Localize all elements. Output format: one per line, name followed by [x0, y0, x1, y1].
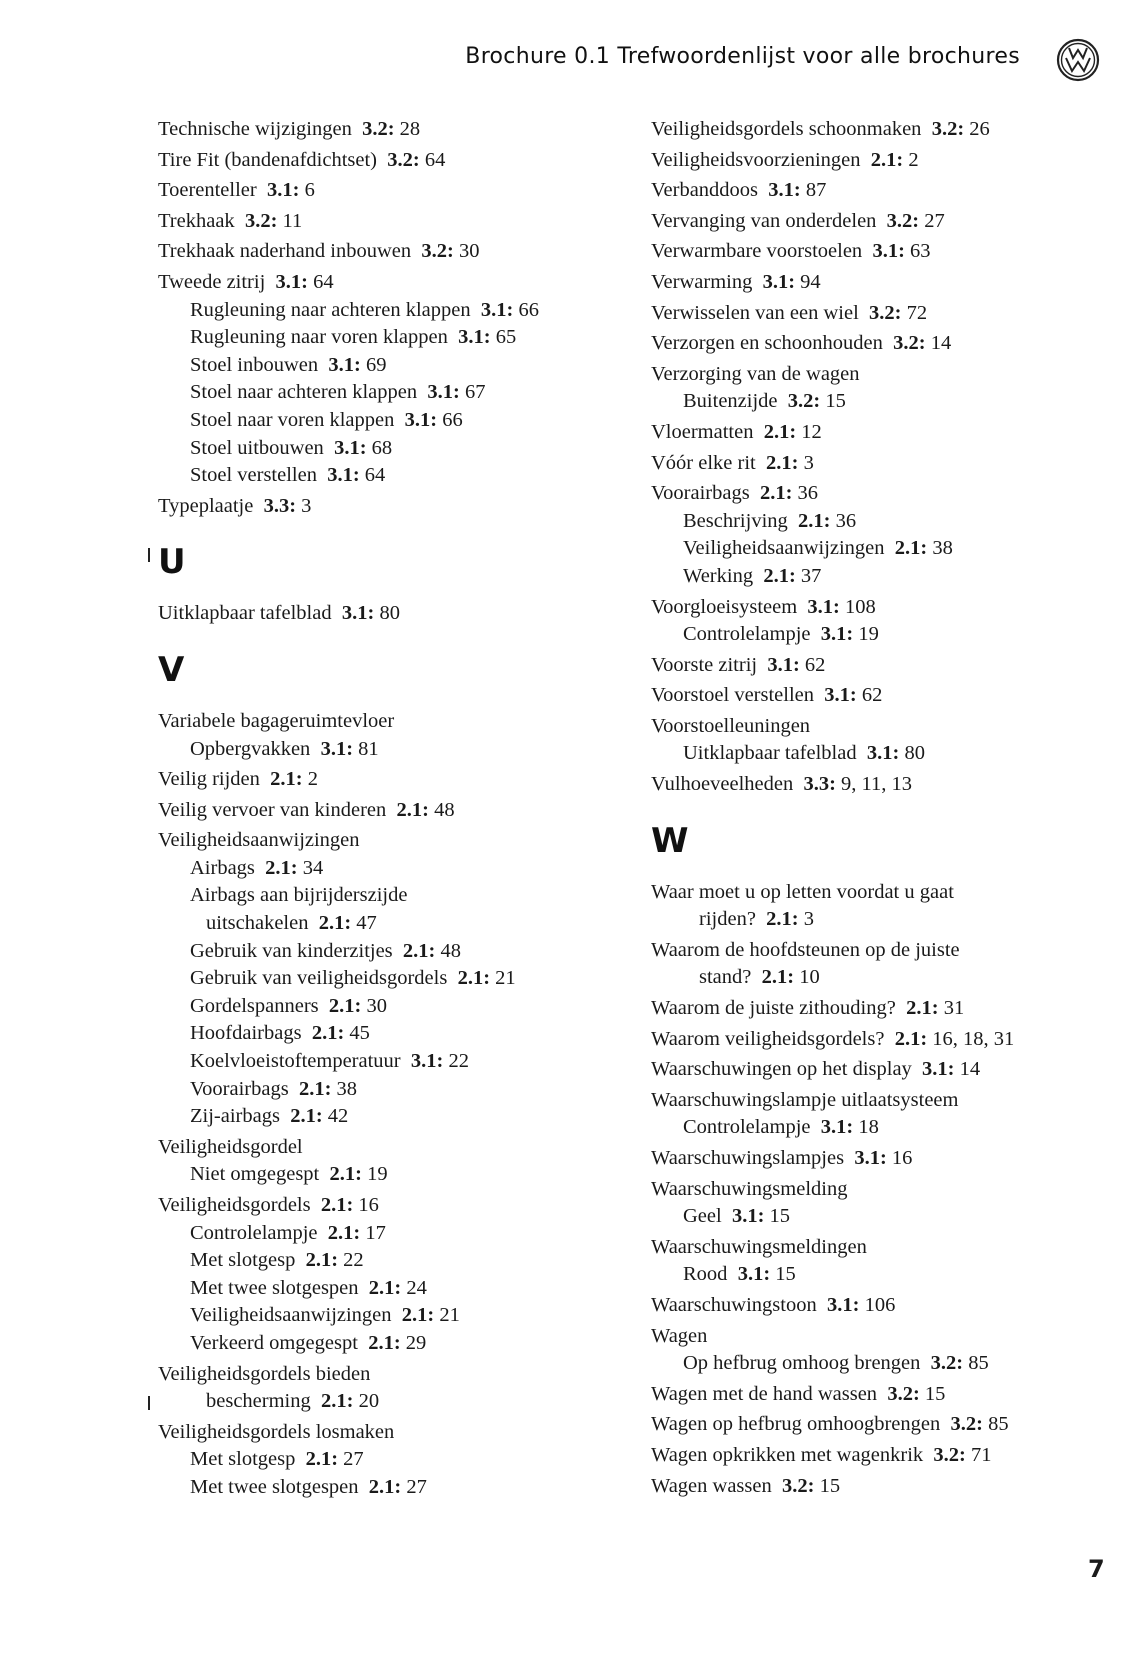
index-subentry: Niet omgegespt 2.1: 19 [190, 1163, 388, 1186]
index-entry: Verzorging van de wagen [651, 362, 860, 385]
index-entry: Wagen op hefbrug omhoogbrengen 3.2: 85 [651, 1413, 1009, 1436]
page-header-title: Brochure 0.1 Trefwoordenlijst voor alle brochures [465, 44, 1020, 69]
index-entry: Waarschuwingstoon 3.1: 106 [651, 1293, 896, 1316]
index-subentry: Verkeerd omgegespt 2.1: 29 [190, 1331, 427, 1354]
index-entry: Veiligheidsvoorzieningen 2.1: 2 [651, 148, 919, 171]
index-entry: Verzorgen en schoonhouden 3.2: 14 [651, 332, 952, 355]
index-subentry: Gordelspanners 2.1: 30 [190, 994, 387, 1017]
index-subentry: Geel 3.1: 15 [683, 1205, 791, 1228]
index-subentry: Stoel naar achteren klappen 3.1: 67 [190, 381, 486, 404]
index-entry: Waarschuwingslampje uitlaatsysteem [651, 1088, 959, 1111]
index-subentry: Stoel uitbouwen 3.1: 68 [190, 436, 393, 459]
section-letter-v: V [158, 649, 185, 690]
section-letter-w: W [651, 820, 689, 861]
index-entry: Tire Fit (bandenafdichtset) 3.2: 64 [158, 148, 446, 171]
index-entry: Veiligheidsaanwijzingen [158, 829, 360, 852]
index-subentry: Veiligheidsaanwijzingen 2.1: 38 [683, 537, 953, 560]
index-subentry: Airbags aan bijrijderszijde [190, 884, 408, 907]
index-subentry: Gebruik van kinderzitjes 2.1: 48 [190, 939, 461, 962]
index-subentry: rijden? 2.1: 3 [699, 908, 814, 931]
index-subentry: Voorairbags 2.1: 38 [190, 1077, 358, 1100]
index-entry: Waarschuwingsmelding [651, 1177, 848, 1200]
margin-tick [148, 1396, 150, 1410]
index-entry: Vóór elke rit 2.1: 3 [651, 451, 814, 474]
index-subentry: uitschakelen 2.1: 47 [206, 912, 377, 935]
index-column-right [651, 116, 1121, 1500]
margin-tick [148, 548, 150, 562]
section-letter-u: U [158, 542, 186, 583]
index-entry: Verwisselen van een wiel 3.2: 72 [651, 301, 928, 324]
index-subentry: Hoofdairbags 2.1: 45 [190, 1022, 370, 1045]
index-subentry: Veiligheidsaanwijzingen 2.1: 21 [190, 1304, 460, 1327]
index-entry: Verbanddoos 3.1: 87 [651, 179, 827, 202]
index-subentry: Uitklapbaar tafelblad 3.1: 80 [683, 742, 925, 765]
index-subentry: Rugleuning naar voren klappen 3.1: 65 [190, 326, 517, 349]
index-subentry: Met twee slotgespen 2.1: 27 [190, 1475, 427, 1498]
index-entry: Veiligheidsgordels schoonmaken 3.2: 26 [651, 118, 990, 140]
index-entry: Wagen [651, 1324, 708, 1347]
index-entry: Vervanging van onderdelen 3.2: 27 [651, 209, 945, 232]
index-entry: Trekhaak naderhand inbouwen 3.2: 30 [158, 240, 480, 263]
index-subentry: Buitenzijde 3.2: 15 [683, 390, 846, 413]
index-subentry: Stoel naar voren klappen 3.1: 66 [190, 408, 463, 431]
index-entry: Uitklapbaar tafelblad 3.1: 80 [158, 602, 400, 625]
index-subentry: Stoel verstellen 3.1: 64 [190, 464, 386, 487]
index-entry: Waarschuwingslampjes 3.1: 16 [651, 1147, 913, 1169]
index-entry: Vloermatten 2.1: 12 [651, 420, 822, 443]
index-entry: Veiligheidsgordels 2.1: 16 [158, 1194, 379, 1216]
index-subentry: Airbags 2.1: 34 [190, 856, 324, 879]
index-subentry: Beschrijving 2.1: 36 [683, 509, 857, 532]
index-entry: Wagen met de hand wassen 3.2: 15 [651, 1382, 946, 1405]
index-subentry: Rugleuning naar achteren klappen 3.1: 66 [190, 298, 539, 321]
index-entry: Wagen wassen 3.2: 15 [651, 1474, 841, 1497]
vw-logo-icon [1056, 38, 1100, 82]
index-entry: Verwarming 3.1: 94 [651, 270, 821, 293]
index-column-left [158, 116, 628, 1502]
index-entry: Veiligheidsgordel [158, 1135, 303, 1158]
index-entry: Voorairbags 2.1: 36 [651, 482, 819, 505]
index-entry: Variabele bagageruimtevloer [158, 709, 395, 732]
index-entry: Veiligheidsgordels bieden [158, 1362, 371, 1385]
index-entry: Voorstoel verstellen 3.1: 62 [651, 684, 883, 707]
index-entry: Waarom de juiste zithouding? 2.1: 31 [651, 997, 965, 1020]
index-entry: Vulhoeveelheden 3.3: 9, 11, 13 [651, 773, 913, 796]
index-entry: Waarom de hoofdsteunen op de juiste [651, 938, 960, 961]
index-entry: Verwarmbare voorstoelen 3.1: 63 [651, 240, 931, 263]
index-entry: Waar moet u op letten voordat u gaat [651, 880, 954, 903]
index-subentry: Controlelampje 3.1: 19 [683, 623, 879, 646]
index-entry: Typeplaatje 3.3: 3 [158, 494, 312, 517]
index-entry: Toerenteller 3.1: 6 [158, 179, 315, 202]
index-entry: Veiligheidsgordels losmaken [158, 1420, 395, 1443]
index-subentry: Met slotgesp 2.1: 22 [190, 1249, 364, 1272]
index-entry: Waarom veiligheidsgordels? 2.1: 16, 18, 31 [651, 1027, 1015, 1050]
index-subentry: Met slotgesp 2.1: 27 [190, 1448, 364, 1471]
index-subentry: Stoel inbouwen 3.1: 69 [190, 353, 387, 376]
index-entry: Veilig rijden 2.1: 2 [158, 768, 318, 791]
index-entry: Voorstoelleuningen [651, 714, 811, 737]
index-subentry: Met twee slotgespen 2.1: 24 [190, 1276, 427, 1299]
index-subentry: Gebruik van veiligheidsgordels 2.1: 21 [190, 967, 516, 990]
index-entry: Technische wijzigingen 3.2: 28 [158, 118, 421, 140]
index-subentry: Werking 2.1: 37 [683, 564, 822, 587]
page-number: 7 [1088, 1555, 1105, 1583]
index-entry: Voorgloeisysteem 3.1: 108 [651, 595, 876, 618]
index-entry: Tweede zitrij 3.1: 64 [158, 270, 334, 293]
index-subentry: Zij-airbags 2.1: 42 [190, 1105, 349, 1128]
index-entry: Veilig vervoer van kinderen 2.1: 48 [158, 798, 455, 821]
index-entry: Trekhaak 3.2: 11 [158, 209, 303, 232]
index-subentry: Controlelampje 2.1: 17 [190, 1221, 386, 1244]
index-subentry: Controlelampje 3.1: 18 [683, 1116, 879, 1139]
index-entry: Waarschuwingsmeldingen [651, 1235, 867, 1258]
index-entry: Voorste zitrij 3.1: 62 [651, 653, 826, 676]
index-entry: Waarschuwingen op het display 3.1: 14 [651, 1058, 981, 1081]
index-subentry: Koelvloeistoftemperatuur 3.1: 22 [190, 1050, 469, 1073]
index-subentry: bescherming 2.1: 20 [206, 1390, 380, 1413]
index-entry: Wagen opkrikken met wagenkrik 3.2: 71 [651, 1443, 992, 1466]
index-subentry: Rood 3.1: 15 [683, 1263, 796, 1286]
index-subentry: Op hefbrug omhoog brengen 3.2: 85 [683, 1352, 989, 1375]
index-subentry: Opbergvakken 3.1: 81 [190, 737, 379, 760]
index-subentry: stand? 2.1: 10 [699, 966, 820, 989]
